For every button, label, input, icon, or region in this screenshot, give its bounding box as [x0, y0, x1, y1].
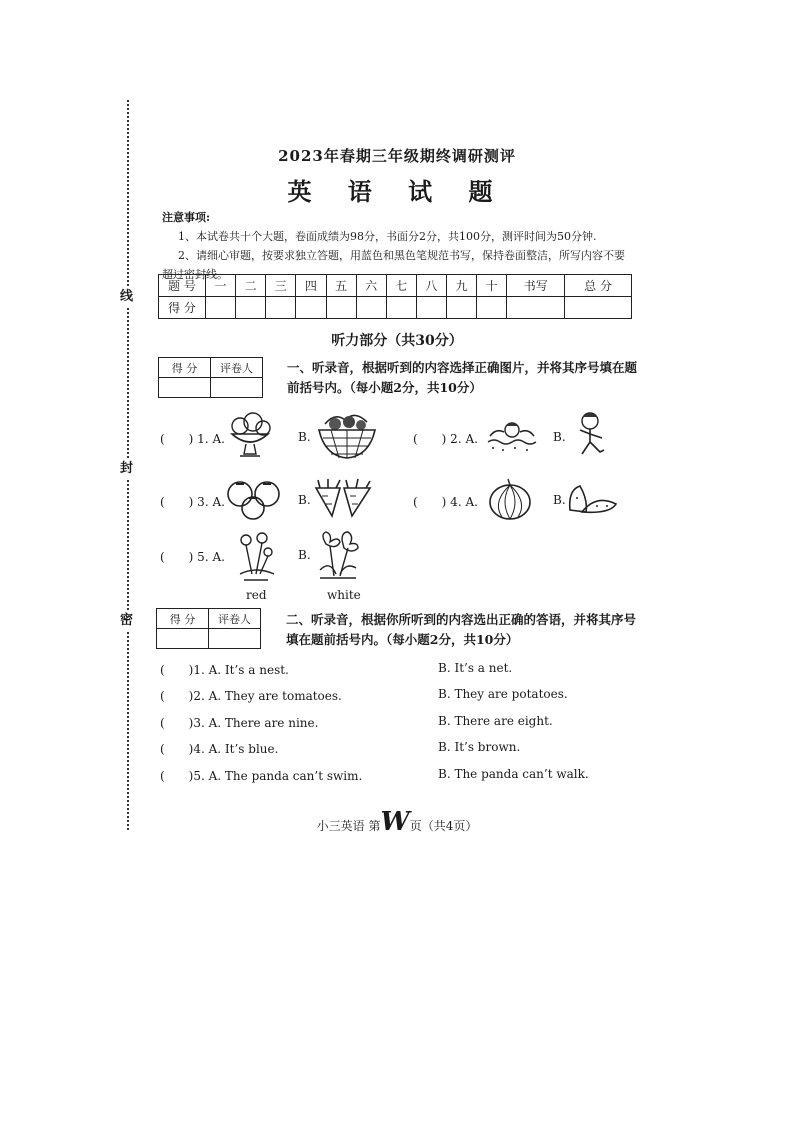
q2-2-option-a: ( )2. A. They are tomatoes.: [160, 689, 342, 703]
q2-1-option-a: ( )1. A. It’s a nest.: [160, 663, 289, 677]
seal-char-bottom: 密: [120, 613, 134, 628]
exam-title: 英 语 试 题: [287, 177, 507, 206]
score-table-col: 八: [416, 275, 446, 297]
grader-score-label: 得 分: [159, 358, 211, 378]
q2-4-option-b: B. It’s brown.: [438, 740, 521, 754]
score-table-row-head: 得 分: [159, 297, 206, 319]
q1-b-label: B.: [298, 430, 311, 444]
swimming-boy-icon: [486, 418, 538, 454]
carrots-icon: [310, 478, 376, 520]
grader-cell: [211, 378, 263, 398]
grader-name-label: 评卷人: [211, 358, 263, 378]
grader-score-label: 得 分: [157, 609, 209, 629]
onions-icon: [486, 478, 536, 522]
score-table-col: 十: [477, 275, 507, 297]
tomatoes-icon: [225, 478, 285, 520]
score-table-col: 四: [296, 275, 326, 297]
fruit-bowl-icon: [226, 410, 274, 462]
score-table-col: 九: [447, 275, 477, 297]
score-table-col: 七: [386, 275, 416, 297]
q3-a-label: ( ) 3. A.: [160, 495, 225, 509]
score-table-col: 总 分: [565, 275, 632, 297]
score-table: [158, 274, 632, 319]
potatoes-icon: [566, 480, 620, 516]
q5-a-word: red: [246, 588, 267, 602]
grader-name-label: 评卷人: [209, 609, 261, 629]
score-table-col: 一: [206, 275, 236, 297]
notes-block: [162, 208, 632, 284]
q2-a-label: ( ) 2. A.: [413, 432, 478, 446]
q2-3-option-b: B. There are eight.: [438, 714, 553, 728]
q4-b-label: B.: [553, 493, 566, 507]
seal-char-middle: 封: [120, 461, 134, 476]
score-cell: [236, 297, 266, 319]
q2-2-option-b: B. They are potatoes.: [438, 687, 568, 701]
score-cell: [477, 297, 507, 319]
score-cell: [447, 297, 477, 319]
q2-5-option-a: ( )5. A. The panda can’t swim.: [160, 769, 363, 783]
footer-right: 页（共4页）: [409, 819, 478, 833]
q5-b-word: white: [327, 588, 361, 602]
part1-instruction: 一、听录音，根据听到的内容选择正确图片，并将其序号填在题前括号内。（每小题2分，共10分）: [287, 360, 638, 395]
exam-subtitle: 2023年春期三年级期终调研测评: [278, 147, 516, 165]
q4-a-label: ( ) 4. A.: [413, 495, 478, 509]
grader-cell: [209, 629, 261, 649]
running-boy-icon: [574, 410, 608, 460]
score-cell: [507, 297, 565, 319]
q2-b-label: B.: [553, 430, 566, 444]
score-table-score-row: [159, 297, 632, 319]
score-cell: [565, 297, 632, 319]
notes-heading: 注意事项:: [162, 211, 211, 224]
seal-char-top: 线: [120, 289, 134, 304]
grader-cell: [157, 629, 209, 649]
flowers-white-icon: [312, 530, 364, 582]
q5-b-label: B.: [298, 548, 311, 562]
footer-left: 小三英语 第: [316, 819, 381, 833]
score-cell: [356, 297, 386, 319]
score-cell: [326, 297, 356, 319]
vegetable-basket-icon: [315, 410, 379, 460]
q2-4-option-a: ( )4. A. It’s blue.: [160, 742, 279, 756]
listening-heading: 听力部分（共30分）: [331, 333, 463, 349]
score-cell: [386, 297, 416, 319]
score-table-row-head: 题 号: [159, 275, 206, 297]
q2-1-option-b: B. It’s a net.: [438, 661, 513, 675]
score-cell: [206, 297, 236, 319]
q2-5-option-b: B. The panda can’t walk.: [438, 767, 589, 781]
notes-line-2: 2、请细心审题，按要求独立答题，用蓝色和黑色笔规范书写，保持卷面整洁，所写内容不要超过密封线。: [162, 249, 625, 281]
score-table-col: 三: [266, 275, 296, 297]
q2-3-option-a: ( )3. A. There are nine.: [160, 716, 319, 730]
grader-box-2: [156, 608, 261, 649]
score-table-col: 书写: [507, 275, 565, 297]
score-table-col: 六: [356, 275, 386, 297]
score-cell: [416, 297, 446, 319]
q3-b-label: B.: [298, 493, 311, 507]
part2-instruction: 二、听录音，根据你所听到的内容选出正确的答语，并将其序号填在题前括号内。（每小题2分，共10分）: [286, 612, 637, 647]
q1-a-label: ( ) 1. A.: [160, 432, 225, 446]
score-table-header-row: [159, 275, 632, 297]
score-cell: [266, 297, 296, 319]
flowers-red-icon: [234, 530, 278, 582]
score-cell: [296, 297, 326, 319]
notes-line-1: 1、本试卷共十个大题，卷面成绩为98分，书面分2分，共100分，测评时间为50分钟.: [178, 230, 597, 243]
score-table-col: 五: [326, 275, 356, 297]
q5-a-label: ( ) 5. A.: [160, 550, 225, 564]
grader-cell: [159, 378, 211, 398]
grader-box-1: [158, 357, 263, 398]
page-footer: [0, 807, 794, 837]
score-table-col: 二: [236, 275, 266, 297]
footer-watermark: W: [380, 807, 410, 837]
